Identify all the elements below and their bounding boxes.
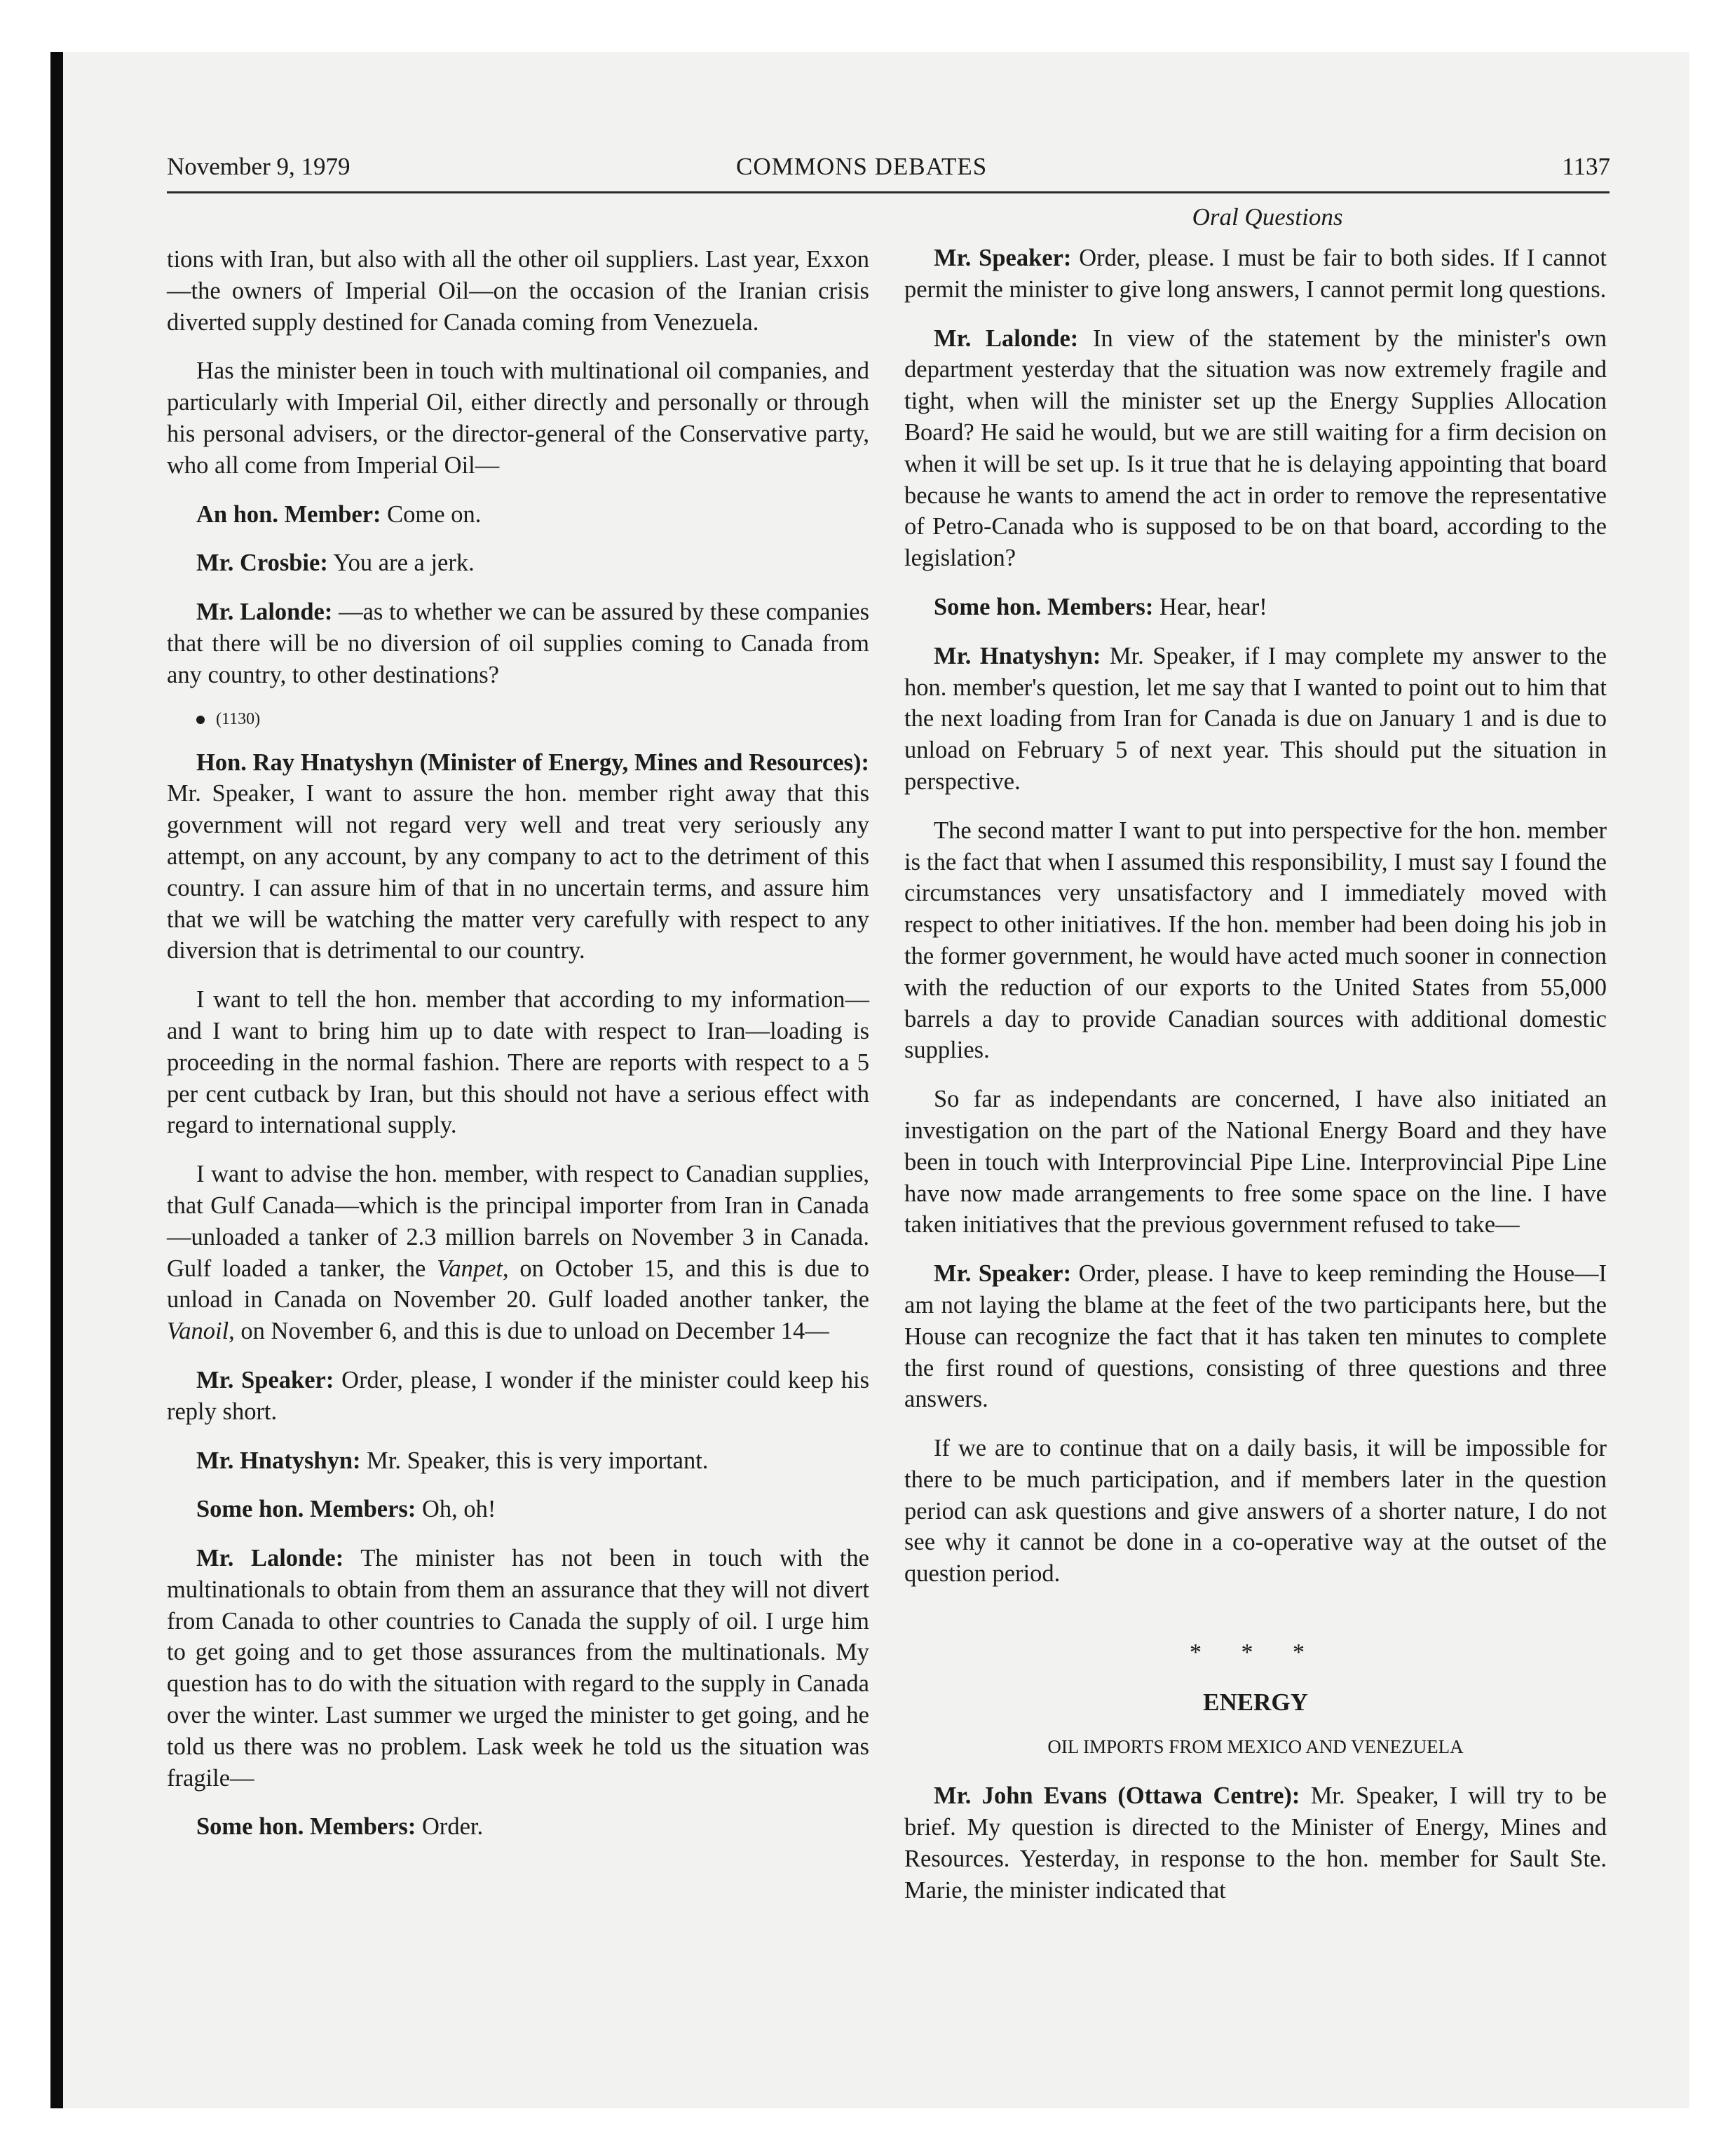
speech-text: —as to whether we can be assured by these companies that there will be no diversion of oil supplies coming to Canada from any country, to other destinations? [167, 599, 870, 688]
speech-text: Mr. Speaker, if I may complete my answer to the hon. member's question, let me say that I wanted to point out to him that the next loading from Iran for Canada is due on January 1 and is due to unload on February 5 of next year. This should put the situation in perspective. [904, 642, 1607, 795]
speech-text: You are a jerk. [333, 550, 475, 577]
paragraph: Has the minister been in touch with multinational oil companies, and particularly with Imperial Oil, either directly and personally or through his personal advisers, or the director-general of the Conservative party, who all come from Imperial Oil— [167, 357, 869, 479]
paragraph [167, 499, 869, 531]
paragraph [167, 1365, 869, 1428]
header-title: COMMONS DEBATES [736, 153, 988, 180]
paragraph [167, 547, 869, 579]
speech-text: Come on. [387, 500, 482, 528]
speaker-name: Mr. Hnatyshyn: [934, 642, 1101, 669]
speaker-name: Mr. John Evans (Ottawa Centre): [934, 1782, 1300, 1810]
speaker-name: Mr. Speaker: [934, 1260, 1072, 1288]
speech-text: , on November 6, and this is due to unload on December 14— [229, 1318, 829, 1345]
section-heading: ENERGY [1203, 1688, 1308, 1716]
paragraph [167, 1494, 869, 1525]
speaker-name: Hon. Ray Hnatyshyn (Minister of Energy, Mines and Resources): [196, 749, 869, 776]
paragraph: The second matter I want to put into perspective for the hon. member is the fact that when I assumed this responsibility, I must say I found the circumstances very unsatisfactory and I immediately moved with respect to other initiatives. If the hon. member had been doing his job in the former government, he would have acted much sooner in connection with the reduction of our exports to the United States from 55,000 barrels a day to provide Canadian sources with additional domestic supplies. [904, 817, 1607, 1064]
paragraph [904, 1780, 1607, 1906]
paragraph [167, 1445, 869, 1477]
section-separator: * * * [1190, 1639, 1321, 1666]
speech-text: Order, please, I wonder if the minister could keep his reply short. [167, 1366, 870, 1425]
speech-text: The minister has not been in touch with the multinationals to obtain from them an assurance that they will not divert from Canada to other countries to Canada the supply of oil. I urge him to get going and to get those assurances from the multinationals. My question has to do with the situation with regard to the supply in Canada over the winter. Last summer we urged the minister to get going, and he told us there was no problem. Lask week he told us the situation was fragile— [167, 1545, 869, 1792]
paragraph [167, 1811, 869, 1843]
section-subheading: OIL IMPORTS FROM MEXICO AND VENEZUELA [1047, 1735, 1464, 1757]
paragraph [167, 1159, 869, 1347]
speech-text: I want to advise the hon. member, with respect to Canadian supplies, that Gulf Canada—which is the principal importer from Iran in Canada—unloaded a tanker of 2.3 million barrels on November 3 in Canada. Gulf loaded a tanker, the [167, 1161, 869, 1282]
time-marker-text: (1130) [216, 709, 261, 728]
speaker-name: Some hon. Members: [934, 593, 1154, 620]
speaker-name: Mr. Lalonde: [934, 325, 1079, 352]
speech-text: Mr. Speaker, this is very important. [367, 1447, 709, 1474]
speech-text: , on October 15, and this is due to unload in Canada on November 20. Gulf loaded another tanker, the [167, 1255, 870, 1314]
paragraph [904, 592, 1607, 623]
ship-name: Vanoil [167, 1318, 229, 1345]
paragraph: I want to tell the hon. member that according to my information—and I want to bring him up to date with respect to Iran—loading is proceeding in the normal fashion. There are reports with respect to a 5 per cent cutback by Iran, but this should not have a serious effect with regard to international supply. [167, 986, 869, 1139]
header-date: November 9, 1979 [167, 153, 351, 180]
time-marker [167, 709, 869, 730]
speech-text: Oh, oh! [421, 1496, 496, 1523]
speaker-name: Mr. Lalonde: [196, 599, 333, 626]
header-rule [167, 191, 1610, 193]
speaker-name: Some hon. Members: [196, 1496, 416, 1523]
speaker-name: Mr. Hnatyshyn: [196, 1447, 361, 1474]
paragraph: tions with Iran, but also with all the other oil suppliers. Last year, Exxon—the owners of Imperial Oil—on the occasion of the Iranian crisis diverted supply destined for Canada coming from Venezuela. [167, 246, 869, 336]
speaker-name: Mr. Speaker: [934, 245, 1072, 271]
paragraph [167, 1543, 869, 1794]
header-page-number: 1137 [1562, 153, 1610, 180]
speaker-name: Mr. Lalonde: [196, 1545, 344, 1572]
speaker-name: Some hon. Members: [196, 1813, 416, 1841]
right-column [904, 243, 1607, 1924]
speech-text: In view of the statement by the minister's own department yesterday that the situation was now extremely fragile and tight, when will the minister set up the Energy Supplies Allocation Board? He said he would, but we are still waiting for a firm decision on when it will be set up. Is it true that he is delaying appointing that board because he wants to amend the act in order to remove the representative of Petro-Canada who is supposed to be on that board, according to the legislation? [904, 325, 1607, 572]
paragraph: If we are to continue that on a daily basis, it will be impossible for there to be much participation, and if members later in the question period can ask questions and give answers of a shorter nature, I do not see why it cannot be done in a co-operative way at the outset of the question period. [904, 1435, 1607, 1588]
speech-text: Order. [421, 1813, 484, 1841]
speech-text: Hear, hear! [1159, 593, 1267, 620]
speech-text: Order, please. I must be fair to both sides. If I cannot permit the minister to give long answers, I cannot permit long questions. [904, 245, 1607, 303]
paragraph: So far as independants are concerned, I have also initiated an investigation on the part of the National Energy Board and they have been in touch with Interprovincial Pipe Line. Interprovincial Pipe Line have now made arrangements to free some space on the line. I have taken initiatives that the previous government refused to take— [904, 1086, 1607, 1239]
speech-text: Mr. Speaker, I will try to be brief. My question is directed to the Minister of Energy, Mines and Resources. Yesterday, in response to the hon. member for Sault Ste. Marie, the minister indicated that [904, 1782, 1607, 1904]
speech-text: Mr. Speaker, I want to assure the hon. member right away that this government will not regard very well and treat very seriously any attempt, on any account, by any company to act to the detriment of this country. I can assure him of that in no uncertain terms, and assure him that we will be watching the matter very carefully with respect to any diversion that is detrimental to our country. [167, 780, 869, 964]
paragraph [167, 747, 869, 967]
speaker-name: An hon. Member: [196, 500, 381, 528]
paragraph [904, 243, 1607, 306]
speaker-name: Mr. Speaker: [196, 1366, 334, 1393]
speaker-name: Mr. Crosbie: [196, 550, 328, 577]
paragraph [904, 323, 1607, 574]
left-column [167, 244, 869, 1860]
section-label: Oral Questions [1192, 203, 1343, 231]
paragraph [904, 641, 1607, 798]
bullet-icon [196, 716, 205, 724]
paragraph [904, 1258, 1607, 1415]
speech-text: Order, please. I have to keep reminding the House—I am not laying the blame at the feet of the two participants here, but the House can recognize the fact that it has taken ten minutes to complete the first round of questions, consisting of three questions and three answers. [904, 1260, 1607, 1413]
paragraph [167, 596, 869, 690]
ship-name: Vanpet [437, 1255, 503, 1282]
